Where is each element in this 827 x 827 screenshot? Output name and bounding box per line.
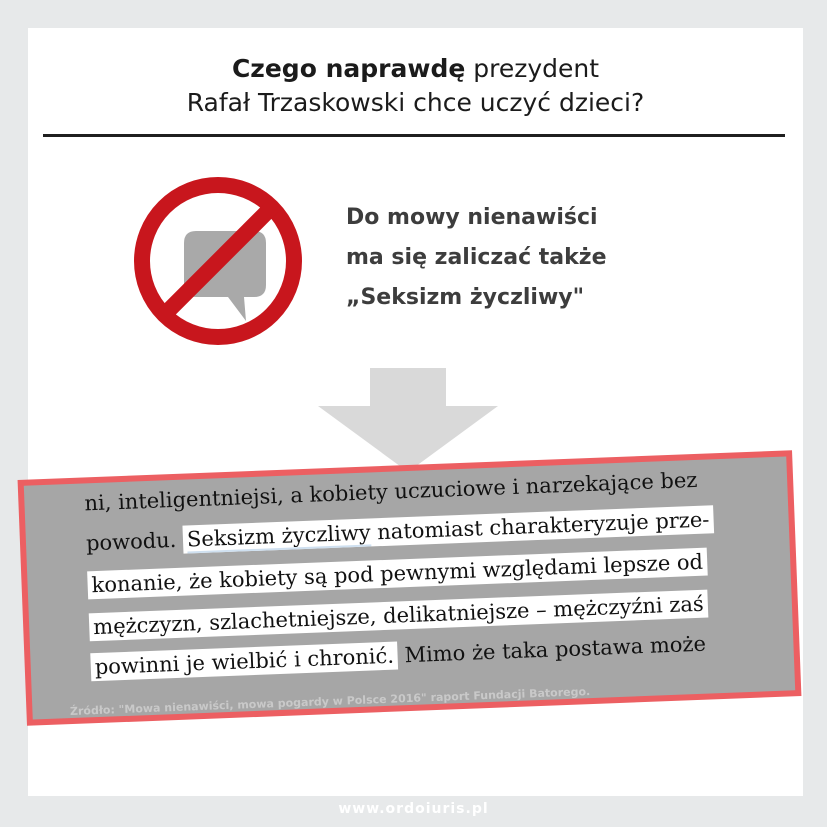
- quote-line-2: [86, 507, 714, 555]
- quote-line-1: ni, inteligentniejsi, a kobiety uczuciowe i narzekające bez: [84, 467, 698, 516]
- subtitle: [346, 198, 766, 318]
- footer-url: www.ordoiuris.pl: [338, 801, 489, 817]
- quote-highlight-term: Seksizm życzliwy: [186, 520, 372, 552]
- title-bold: Czego naprawdę: [231, 54, 466, 83]
- quote-line-5-plain: Mimo że taka postawa może: [397, 631, 707, 668]
- page-title: [28, 52, 803, 120]
- title-line2: Rafał Trzaskowski chce uczyć dzieci?: [186, 88, 645, 117]
- quote-highlight-rest: natomiast charakteryzuje prze-: [370, 507, 710, 545]
- title-divider: [43, 134, 785, 137]
- quote-highlight-1: [182, 505, 713, 553]
- quote-highlight-3: mężczyzn, szlachetniejsze, delikatniejsze – mężczyźni zaś: [89, 590, 708, 642]
- quote-line-5: [90, 632, 706, 680]
- subtitle-line-1: Do mowy nienawiści: [346, 205, 598, 230]
- subtitle-line-2: ma się zaliczać także: [346, 245, 607, 270]
- title-rest: prezydent: [465, 54, 600, 83]
- quote-highlight-4: powinni je wielbić i chronić.: [90, 642, 398, 682]
- quote-highlight-2: konanie, że kobiety są pod pewnymi względami lepsze od: [87, 548, 707, 600]
- quote-line-2-plain: powodu.: [85, 527, 177, 556]
- quote-scan: [24, 456, 795, 719]
- quote-line-4: [89, 592, 708, 640]
- quote-line-3: [87, 550, 707, 598]
- source-caption: Źródło: "Mowa nienawiści, mowa pogardy w Polsce 2016" raport Fundacji Batorego.: [69, 685, 591, 718]
- arrow-down-icon: [308, 368, 508, 472]
- subtitle-line-3: „Seksizm życzliwy": [346, 285, 585, 310]
- no-speech-bubble-icon: [132, 175, 304, 347]
